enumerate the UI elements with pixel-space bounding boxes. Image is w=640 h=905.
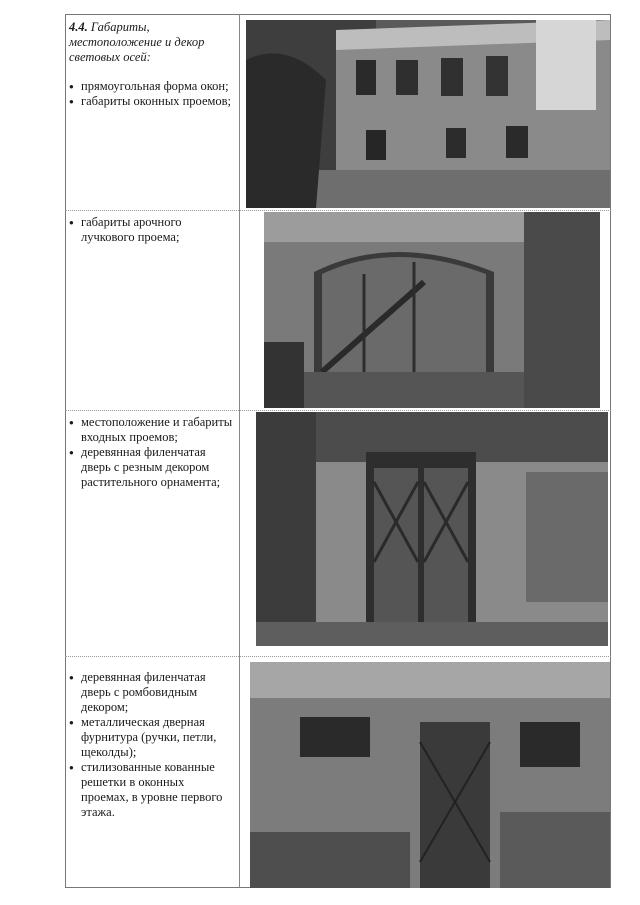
entrance-door-photo xyxy=(256,412,608,646)
row-divider xyxy=(65,210,611,211)
row4-list xyxy=(69,670,235,820)
row1-text xyxy=(69,20,235,109)
list-item: ● прямоугольная форма окон; xyxy=(69,79,235,94)
row3-list xyxy=(69,415,235,490)
row-divider xyxy=(65,410,611,411)
list-item: ● габариты оконных проемов; xyxy=(69,94,235,109)
row-divider xyxy=(65,656,611,657)
row2-text xyxy=(69,215,235,245)
list-item: ● габариты арочного лучкового проема; xyxy=(69,215,235,245)
section-number: 4.4. xyxy=(69,20,88,34)
row3-text xyxy=(69,415,235,490)
section-title: Габариты, местоположение и декор световых осей: xyxy=(69,20,205,64)
row2-list xyxy=(69,215,235,245)
list-item: ● стилизованные кованные решетки в оконных проемах, в уровне первого этажа. xyxy=(69,760,235,820)
list-item: ● металлическая дверная фурнитура (ручки, петли, щеколды); xyxy=(69,715,235,760)
facade-door-grilles-photo xyxy=(250,662,610,888)
row1-list xyxy=(69,79,235,109)
list-item: ● деревянная филенчатая дверь с ромбовидным декором; xyxy=(69,670,235,715)
building-facade-windows-photo xyxy=(246,20,610,208)
column-divider xyxy=(239,14,240,888)
list-item: ● деревянная филенчатая дверь с резным декором растительного орнамента; xyxy=(69,445,235,490)
row4-text xyxy=(69,670,235,820)
arched-opening-photo xyxy=(264,212,600,408)
list-item: ● местоположение и габариты входных проемов; xyxy=(69,415,235,445)
section-heading xyxy=(69,20,235,65)
